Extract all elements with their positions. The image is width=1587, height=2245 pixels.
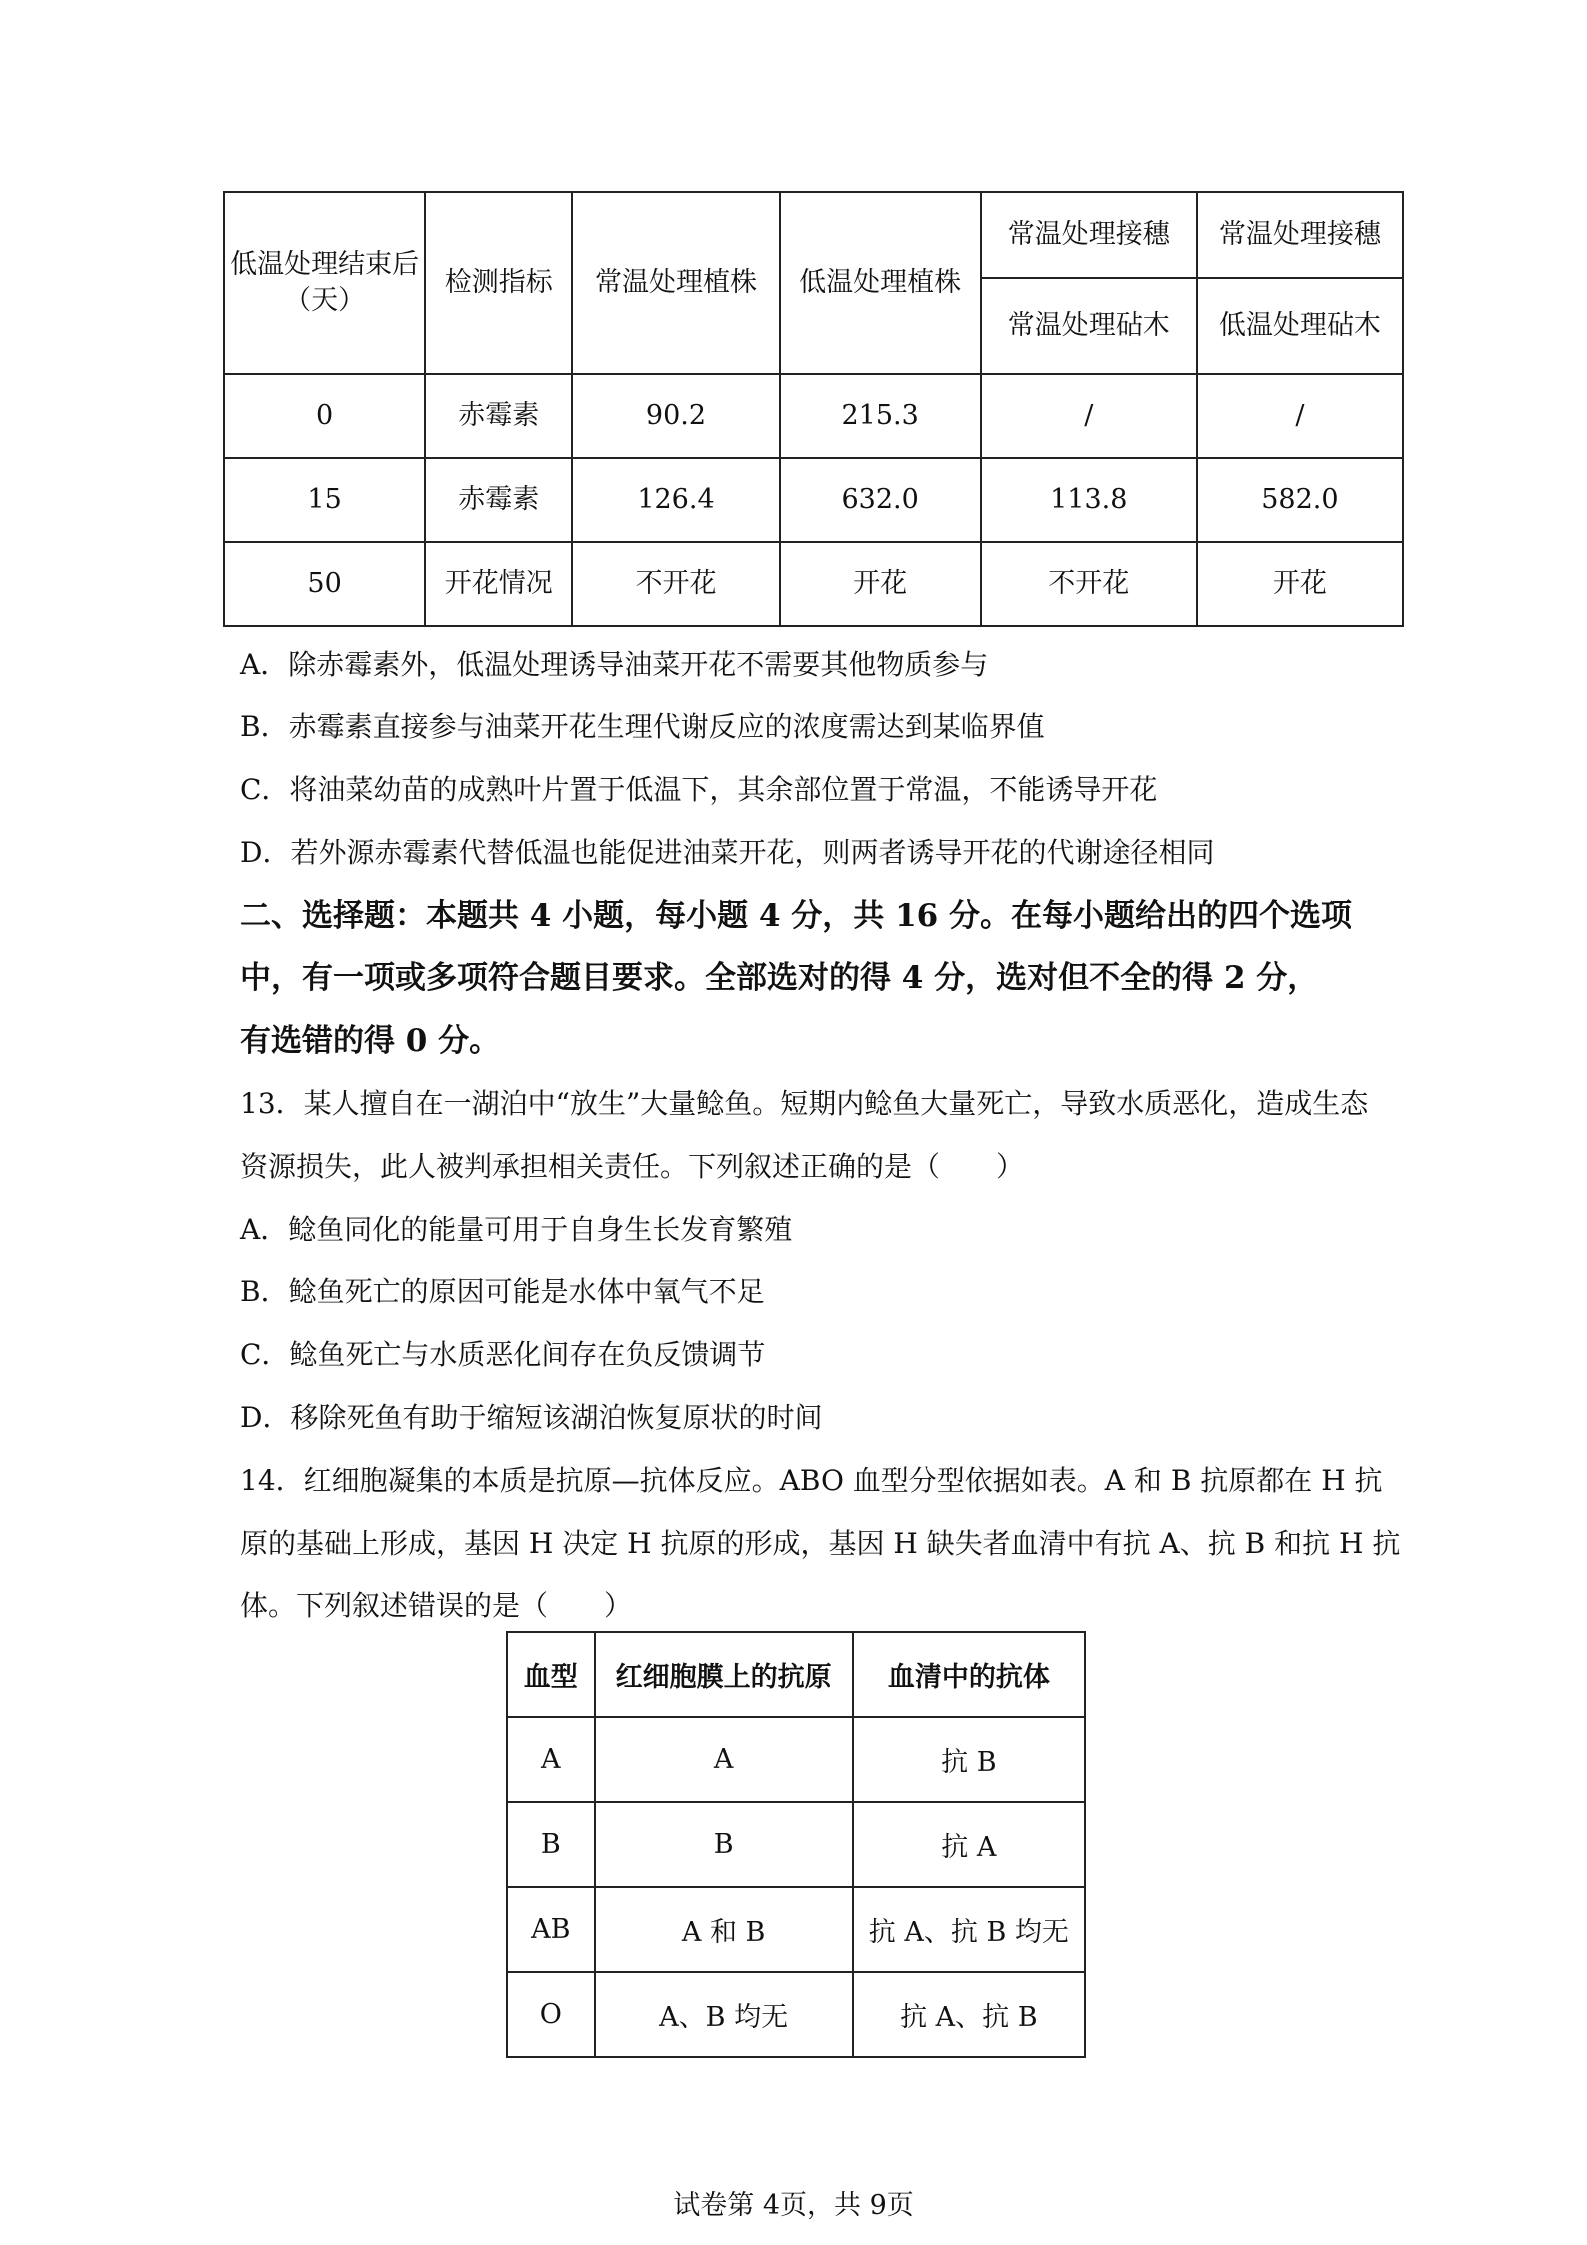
table-cell: 抗 A、抗 B 均无 [853,1887,1085,1972]
section-heading-line-1: 二、选择题：本题共 4 小题，每小题 4 分，共 16 分。在每小题给出的四个选项 [240,898,1353,934]
rapeseed-gibberellin-table [223,191,1404,627]
table-row [507,1802,1085,1887]
q12-option-b: B．赤霉素直接参与油菜开花生理代谢反应的浓度需达到某临界值 [240,710,1045,743]
table-cell: O [507,1972,595,2057]
section-heading-line-2: 中，有一项或多项符合题目要求。全部选对的得 4 分，选对但不全的得 2 分， [240,960,1319,996]
table-cell: A [507,1717,595,1802]
header-antibody: 血清中的抗体 [853,1632,1085,1717]
table-cell: 50 [224,542,425,626]
q14-stem-line-3: 体。下列叙述错误的是（ ） [240,1589,633,1622]
q12-option-a: A．除赤霉素外，低温处理诱导油菜开花不需要其他物质参与 [240,648,989,681]
table-cell: 632.0 [780,458,981,542]
table-cell: A 和 B [595,1887,853,1972]
table-cell: A、B 均无 [595,1972,853,2057]
header-graft-b-scion: 常温处理接穗 [1197,192,1403,278]
table-cell: / [981,374,1197,458]
table-cell: 90.2 [572,374,779,458]
table-cell: 抗 B [853,1717,1085,1802]
header-days: 低温处理结束后（天） [224,192,425,374]
page-footer: 试卷第 4页，共 9页 [673,2190,914,2221]
table-cell: 不开花 [572,542,779,626]
header-cold-plant: 低温处理植株 [780,192,981,374]
q12-option-d: D．若外源赤霉素代替低温也能促进油菜开花，则两者诱导开花的代谢途径相同 [240,836,1215,869]
abo-blood-type-table [506,1631,1086,2058]
table-cell: 抗 A [853,1802,1085,1887]
q13-option-a: A．鲶鱼同化的能量可用于自身生长发育繁殖 [240,1213,793,1246]
table-cell: 抗 A、抗 B [853,1972,1085,2057]
table-cell: 15 [224,458,425,542]
header-blood-type: 血型 [507,1632,595,1717]
q14-stem-line-1: 14．红细胞凝集的本质是抗原—抗体反应。ABO 血型分型依据如表。A 和 B 抗原都在 H 抗 [240,1464,1383,1497]
table-cell: 开花 [1197,542,1403,626]
table-row [507,1887,1085,1972]
table-cell: 赤霉素 [425,374,572,458]
table-row [507,1717,1085,1802]
table-row [224,458,1403,542]
header-antigen: 红细胞膜上的抗原 [595,1632,853,1717]
q13-option-d: D．移除死鱼有助于缩短该湖泊恢复原状的时间 [240,1401,823,1434]
section-heading-line-3: 有选错的得 0 分。 [240,1023,501,1059]
table-cell: A [595,1717,853,1802]
table-cell: 开花情况 [425,542,572,626]
q12-option-c: C．将油菜幼苗的成熟叶片置于低温下，其余部位置于常温，不能诱导开花 [240,773,1158,806]
table-cell: 126.4 [572,458,779,542]
q13-option-c: C．鲶鱼死亡与水质恶化间存在负反馈调节 [240,1338,766,1371]
table-cell: B [507,1802,595,1887]
table-cell: B [595,1802,853,1887]
table-cell: 不开花 [981,542,1197,626]
table-row [507,1972,1085,2057]
header-indicator: 检测指标 [425,192,572,374]
header-normal-plant: 常温处理植株 [572,192,779,374]
table-cell: 215.3 [780,374,981,458]
header-graft-b-rootstock: 低温处理砧木 [1197,278,1403,374]
table-row [224,374,1403,458]
table-cell: 开花 [780,542,981,626]
header-graft-a-rootstock: 常温处理砧木 [981,278,1197,374]
table-cell: 113.8 [981,458,1197,542]
header-graft-a-scion: 常温处理接穗 [981,192,1197,278]
table-cell: 582.0 [1197,458,1403,542]
table-cell: AB [507,1887,595,1972]
table-cell: 0 [224,374,425,458]
table-cell: 赤霉素 [425,458,572,542]
q13-stem-line-2: 资源损失，此人被判承担相关责任。下列叙述正确的是（ ） [240,1150,1025,1183]
q13-stem-line-1: 13．某人擅自在一湖泊中“放生”大量鲶鱼。短期内鲶鱼大量死亡，导致水质恶化，造成生态 [240,1087,1369,1120]
table-row [224,542,1403,626]
q13-option-b: B．鲶鱼死亡的原因可能是水体中氧气不足 [240,1275,765,1308]
q14-stem-line-2: 原的基础上形成，基因 H 决定 H 抗原的形成，基因 H 缺失者血清中有抗 A、抗 B 和抗 H 抗 [240,1527,1401,1560]
table-cell: / [1197,374,1403,458]
